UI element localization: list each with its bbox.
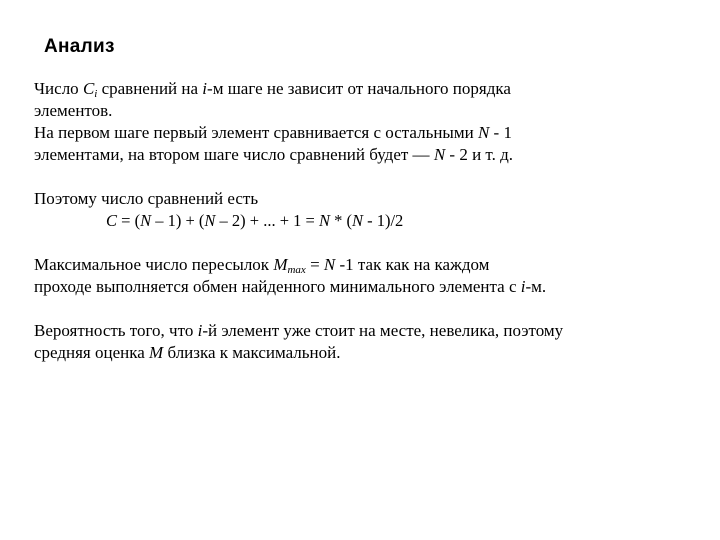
- var-max-subscript: max: [287, 264, 306, 276]
- var-i: i: [520, 277, 526, 296]
- text: =: [305, 255, 324, 274]
- text-line: [34, 122, 704, 144]
- text-line: [34, 342, 704, 364]
- text: -м.: [525, 277, 547, 296]
- formula-text: – 1) + (: [151, 211, 205, 230]
- text: - 2 и т. д.: [445, 145, 513, 164]
- text: сравнений на: [97, 79, 203, 98]
- text-line: [34, 254, 704, 276]
- formula-var: N: [204, 211, 216, 230]
- slide-body: [34, 78, 704, 386]
- var-i: i: [197, 321, 203, 340]
- text: проходе выполняется обмен найденного минимального элемента с: [34, 277, 521, 296]
- text-line: [34, 78, 704, 100]
- var-i-subscript: i: [94, 88, 98, 100]
- text: - 1: [489, 123, 512, 142]
- text-line: [34, 276, 704, 298]
- text: -й элемент уже стоит на месте, невелика, поэтому: [202, 321, 564, 340]
- text-line: [34, 144, 704, 166]
- comparisons-formula: [34, 210, 704, 232]
- var-n: N: [477, 123, 490, 142]
- formula-text: = (: [117, 211, 141, 230]
- formula-var: N: [140, 211, 152, 230]
- text: близка к максимальной.: [163, 343, 341, 362]
- text: Максимальное число пересылок: [34, 255, 274, 274]
- text: -м шаге не зависит от начального порядка: [207, 79, 511, 98]
- formula-var: C: [106, 211, 118, 230]
- text-line: Поэтому число сравнений есть: [34, 189, 259, 208]
- formula-text: – 2) + ... + 1 =: [215, 211, 319, 230]
- text: Число: [34, 79, 83, 98]
- var-n: N: [323, 255, 336, 274]
- paragraph-moves: [34, 254, 704, 298]
- var-n: N: [433, 145, 446, 164]
- var-m: M: [273, 255, 288, 274]
- text: средняя оценка: [34, 343, 150, 362]
- text-line: элементов.: [34, 101, 113, 120]
- formula-var: N: [351, 211, 363, 230]
- formula-text: - 1)/2: [362, 211, 404, 230]
- text: элементами, на втором шаге число сравнений будет —: [34, 145, 434, 164]
- text-line: [34, 320, 704, 342]
- text: -1 так как на каждом: [335, 255, 490, 274]
- var-i: i: [202, 79, 208, 98]
- var-m: M: [149, 343, 164, 362]
- text: Вероятность того, что: [34, 321, 198, 340]
- paragraph-probability: [34, 320, 704, 364]
- formula-text: * (: [329, 211, 352, 230]
- paragraph-comparisons: [34, 78, 704, 166]
- paragraph-sum: [34, 188, 704, 232]
- text: На первом шаге первый элемент сравнивается с остальными: [34, 123, 478, 142]
- var-c: C: [82, 79, 95, 98]
- formula-var: N: [318, 211, 330, 230]
- slide-title: Анализ: [44, 36, 115, 57]
